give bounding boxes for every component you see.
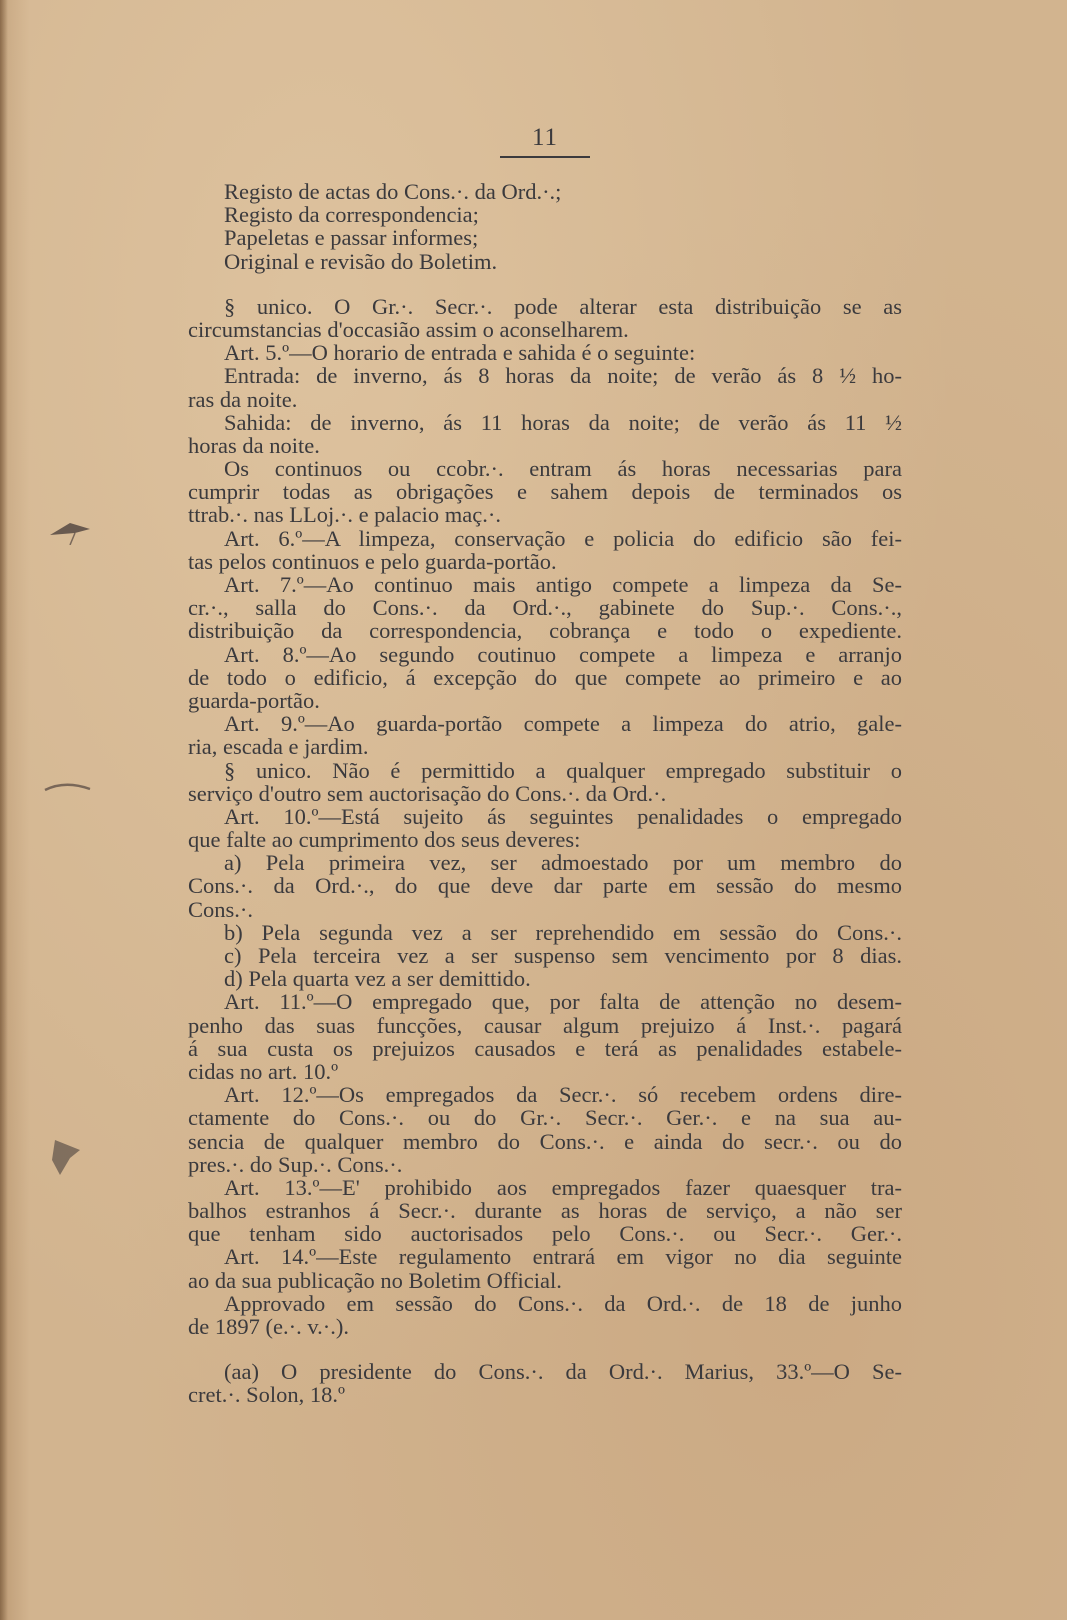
text-line: que falte ao cumprimento dos seus deveres: xyxy=(188,827,581,853)
text-line: serviço d'outro sem auctorisação do Cons.·. da Ord.·. xyxy=(188,780,667,806)
text-line: d) Pela quarta vez a ser demittido. xyxy=(224,966,531,992)
ink-mark-icon xyxy=(40,515,100,545)
text-line: Cons.·. xyxy=(188,896,254,922)
text-line: guarda-portão. xyxy=(188,687,320,713)
text-line: Art. 6.º—A limpeza, conservação e policia do edificio são fei- xyxy=(224,525,902,551)
text-line: sencia de qualquer membro do Cons.·. e ainda do secr.·. ou do xyxy=(188,1128,902,1154)
text-line: Art. 9.º—Ao guarda-portão compete a limpeza do atrio, gale- xyxy=(224,711,902,737)
text-line: distribuição da correspondencia, cobrança e todo o expediente. xyxy=(188,618,902,644)
text-line: a) Pela primeira vez, ser admoestado por um membro do xyxy=(224,850,902,876)
text-line: circumstancias d'occasião assim o aconselharem. xyxy=(188,316,629,342)
text-line: que tenham sido auctorisados pelo Cons.·. ou Secr.·. Ger.·. xyxy=(188,1221,902,1247)
text-line: Papeletas e passar informes; xyxy=(224,225,479,251)
ink-stain-icon xyxy=(40,1130,100,1190)
text-line: Os continuos ou ccobr.·. entram ás horas necessarias para xyxy=(224,456,902,482)
text-line: de todo o edificio, á excepção do que compete ao primeiro e ao xyxy=(188,664,902,690)
text-line: Original e revisão do Boletim. xyxy=(224,248,498,274)
text-line: pres.·. do Sup.·. Cons.·. xyxy=(188,1151,403,1177)
text-line: b) Pela segunda vez a ser reprehendido em sessão do Cons.·. xyxy=(224,919,902,945)
text-line: Registo de actas do Cons.·. da Ord.·.; xyxy=(224,179,562,204)
text-line: ctamente do Cons.·. ou do Gr.·. Secr.·. Ger.·. e na sua au- xyxy=(188,1105,902,1131)
text-line: cumprir todas as obrigações e sahem depois de terminados os xyxy=(188,479,902,505)
text-line: Art. 13.º—E' prohibido aos empregados fazer quaesquer tra- xyxy=(224,1174,902,1200)
signature-line: (aa) O presidente do Cons.·. da Ord.·. Marius, 33.º—O Se- xyxy=(224,1359,902,1385)
text-line: Art. 5.º—O horario de entrada e sahida é o seguinte: xyxy=(224,340,696,366)
text-line: Art. 10.º—Está sujeito ás seguintes penalidades o empregado xyxy=(224,803,902,829)
text-line: ras da noite. xyxy=(188,386,298,412)
text-line: cidas no art. 10.º xyxy=(188,1058,339,1084)
body-text xyxy=(188,180,902,1407)
page-number: 11 xyxy=(531,124,559,151)
text-line: Art. 8.º—Ao segundo coutinuo compete a limpeza e arranjo xyxy=(224,641,902,667)
signature-line: cret.·. Solon, 18.º xyxy=(188,1382,345,1408)
text-line: Art. 11.º—O empregado que, por falta de attenção no desem- xyxy=(224,989,902,1015)
text-line: tas pelos continuos e pelo guarda-portão. xyxy=(188,548,557,574)
text-line: horas da noite. xyxy=(188,432,320,458)
text-line: § unico. Não é permittido a qualquer empregado substituir o xyxy=(224,757,902,783)
text-line: cr.·., salla do Cons.·. da Ord.·., gabinete do Sup.·. Cons.·., xyxy=(188,595,902,621)
text-line: ria, escada e jardim. xyxy=(188,734,369,760)
text-line: Sahida: de inverno, ás 11 horas da noite; de verão ás 11 ½ xyxy=(224,409,902,435)
text-line: Cons.·. da Ord.·., do que deve dar parte em sessão do mesmo xyxy=(188,873,902,899)
text-line: Art. 12.º—Os empregados da Secr.·. só recebem ordens dire- xyxy=(224,1082,902,1108)
text-line: ttrab.·. nas LLoj.·. e palacio maç.·. xyxy=(188,502,501,528)
text-line: de 1897 (e.·. v.·.). xyxy=(188,1314,349,1339)
text-line: Entrada: de inverno, ás 8 horas da noite; de verão ás 8 ½ ho- xyxy=(224,363,902,389)
text-line: ao da sua publicação no Boletim Official. xyxy=(188,1267,562,1293)
text-line: § unico. O Gr.·. Secr.·. pode alterar esta distribuição se as xyxy=(224,293,902,319)
text-line: Art. 14.º—Este regulamento entrará em vigor no dia seguinte xyxy=(224,1244,902,1270)
text-line: penho das suas funcções, causar algum prejuizo á Inst.·. pagará xyxy=(188,1012,902,1038)
page-binding-edge xyxy=(0,0,8,1620)
text-line: c) Pela terceira vez a ser suspenso sem vencimento por 8 dias. xyxy=(224,943,902,968)
text-line: Art. 7.º—Ao continuo mais antigo compete a limpeza da Se- xyxy=(224,572,902,597)
text-line: Registo da correspondencia; xyxy=(224,202,479,228)
ink-smudge-icon xyxy=(40,775,100,805)
header-rule xyxy=(500,156,590,158)
text-line: balhos estranhos á Secr.·. durante as horas de serviço, a não ser xyxy=(188,1198,902,1224)
text-line: á sua custa os prejuizos causados e terá as penalidades estabele- xyxy=(188,1035,902,1061)
text-line: Approvado em sessão do Cons.·. da Ord.·. de 18 de junho xyxy=(224,1290,902,1316)
